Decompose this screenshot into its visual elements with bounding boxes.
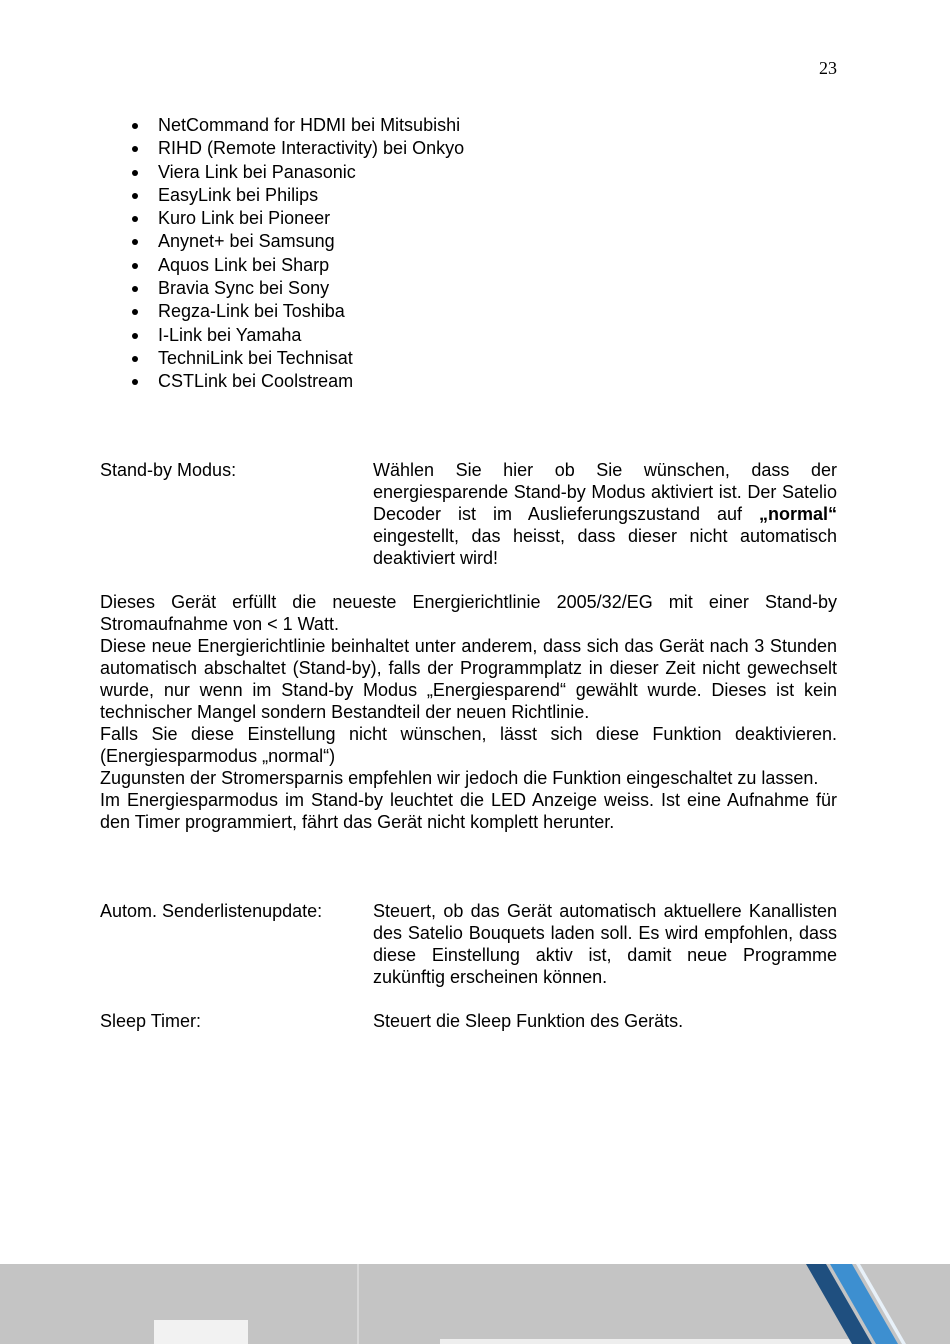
footer-divider xyxy=(357,1264,359,1344)
cec-brand-list xyxy=(158,114,464,394)
list-item: Anynet+ bei Samsung xyxy=(158,230,464,253)
list-item: Regza-Link bei Toshiba xyxy=(158,300,464,323)
list-item: Kuro Link bei Pioneer xyxy=(158,207,464,230)
sleep-timer-description: Steuert die Sleep Funktion des Geräts. xyxy=(373,1011,684,1031)
list-item: I-Link bei Yamaha xyxy=(158,324,464,347)
paragraph: Falls Sie diese Einstellung nicht wünschen, lässt sich diese Funktion deaktivieren. (Energiesparmodus „normal“) xyxy=(100,724,837,766)
list-item: Bravia Sync bei Sony xyxy=(158,277,464,300)
autom-update-description: Steuert, ob das Gerät automatisch aktuellere Kanallisten des Satelio Bouquets laden soll. Es wird empfohlen, dass diese Einstellung aktiv ist, damit neue Programme zukünftig erscheinen können. xyxy=(373,901,837,987)
list-item: CSTLink bei Coolstream xyxy=(158,370,464,393)
footer-strip xyxy=(440,1339,860,1344)
standby-desc-text: Wählen Sie hier ob Sie wünschen, dass der energiesparende Stand-by Modus aktiviert ist. Der Satelio Decoder ist im Auslieferungszustand auf xyxy=(373,460,837,524)
list-item: Viera Link bei Panasonic xyxy=(158,161,464,184)
standby-label: Stand-by Modus: xyxy=(100,460,237,480)
standby-default-value: „normal“ xyxy=(758,504,837,524)
list-item: EasyLink bei Philips xyxy=(158,184,464,207)
page-number: 23 xyxy=(819,58,837,78)
sleep-timer-label: Sleep Timer: xyxy=(100,1011,202,1031)
paragraph: Zugunsten der Stromersparnis empfehlen wir jedoch die Funktion eingeschaltet zu lassen. xyxy=(100,768,819,788)
list-item: TechniLink bei Technisat xyxy=(158,347,464,370)
list-item: NetCommand for HDMI bei Mitsubishi xyxy=(158,114,464,137)
diagonal-stripes-logo-icon xyxy=(800,1264,910,1344)
paragraph: Im Energiesparmodus im Stand-by leuchtet die LED Anzeige weiss. Ist eine Aufnahme für den Timer programmiert, fährt das Gerät nicht komplett herunter. xyxy=(100,790,837,832)
footer-box xyxy=(154,1320,248,1344)
list-item: Aquos Link bei Sharp xyxy=(158,254,464,277)
energy-directive-text xyxy=(100,591,837,833)
paragraph: Diese neue Energierichtlinie beinhaltet unter anderem, dass sich das Gerät nach 3 Stunden automatisch abschaltet (Stand-by), falls der Programmplatz in dieser Zeit nicht gewechselt wurde, nur wenn im Stand-by Modus „Energiesparend“ gewählt wurde. Dieses ist kein technischer Mangel sondern Bestandteil der neuen Richtlinie. xyxy=(100,636,837,722)
list-item: RIHD (Remote Interactivity) bei Onkyo xyxy=(158,137,464,160)
autom-update-label: Autom. Senderlistenupdate: xyxy=(100,901,323,921)
paragraph: Dieses Gerät erfüllt die neueste Energierichtlinie 2005/32/EG mit einer Stand-by Stromaufnahme von < 1 Watt. xyxy=(100,592,837,634)
standby-description xyxy=(373,459,837,569)
standby-desc-text-end: eingestellt, das heisst, dass dieser nicht automatisch deaktiviert wird! xyxy=(373,526,837,568)
